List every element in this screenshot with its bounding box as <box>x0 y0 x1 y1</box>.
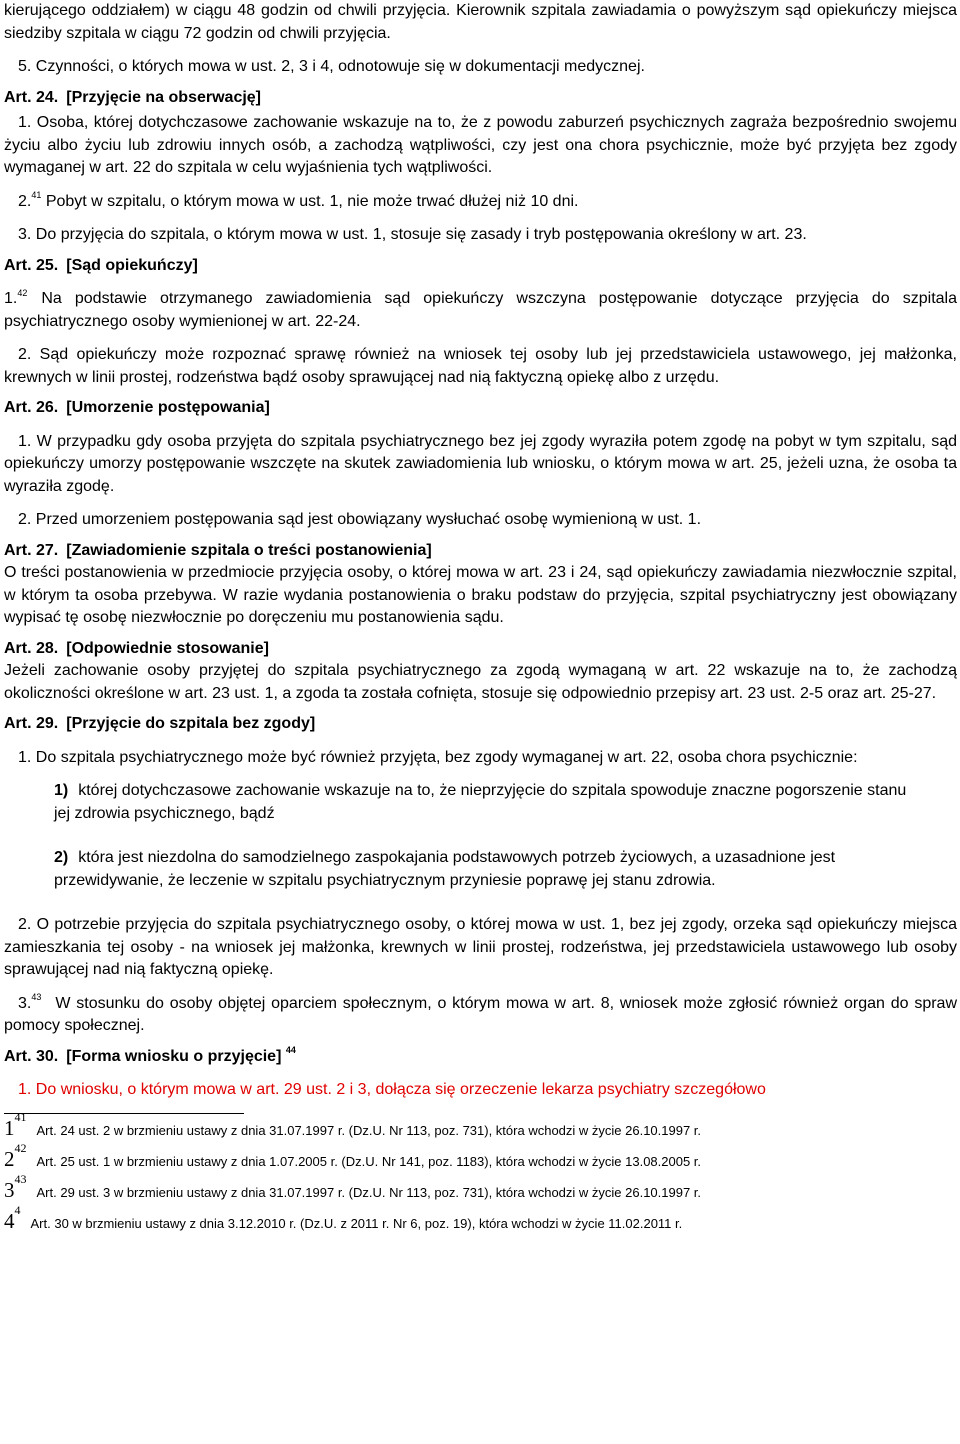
footnote <box>4 1140 957 1176</box>
article-title: [Przyjęcie na obserwację] <box>66 88 262 106</box>
para-text: W stosunku do osoby objętej oparciem społecznym, o którym mowa w art. 8, wniosek może zgłosić również organ do spraw pomocy społecznej. <box>4 994 957 1034</box>
paragraph-continuation: kierującego oddziałem) w ciągu 48 godzin od chwili przyjęcia. Kierownik szpitala zawiadamia o powyższym sąd opiekuńczy miejsca siedziby szpitala w ciągu 72 godzin od chwili przyjęcia. <box>4 2 957 42</box>
para-text: Na podstawie otrzymanego zawiadomienia sąd opiekuńczy wszczyna postępowanie dotyczące przyjęcia do szpitala psychiatrycznego osoby wymienionej w art. 22-24. <box>4 290 957 330</box>
article-number: Art. 26. <box>4 399 59 416</box>
footnote <box>4 1109 957 1145</box>
article-title: [Zawiadomienie szpitala o treści postanowienia] <box>66 541 432 559</box>
paragraph-5: 5. Czynności, o których mowa w ust. 2, 3 i 4, odnotowuje się w dokumentacji medycznej. <box>18 58 645 75</box>
article-29-para-3 <box>4 993 957 1038</box>
list-marker: 2) <box>54 849 69 866</box>
article-title: [Odpowiednie stosowanie] <box>66 639 269 657</box>
article-25-para-2: 2. Sąd opiekuńczy może rozpoznać sprawę również na wniosek tej osoby lub jej przedstawiciela ustawowego, jej małżonka, krewnych w linii prostej, rodzeństwa bądź osoby sprawującej nad nią faktyczną opiekę albo z urzędu. <box>4 346 957 386</box>
footnote-ref: 41 <box>31 190 42 201</box>
para-number: 1. <box>4 290 18 307</box>
article-29-para-1: 1. Do szpitala psychiatrycznego może być również przyjęta, bez zgody wymaganej w art. 22, osoba chora psychicznie: <box>18 748 858 766</box>
footnote-text: Art. 24 ust. 2 w brzmieniu ustawy z dnia 31.07.1997 r. (Dz.U. Nr 113, poz. 731), która wchodzi w życie 26.10.1997 r. <box>36 1122 702 1138</box>
footnote-text: Art. 29 ust. 3 w brzmieniu ustawy z dnia 31.07.1997 r. (Dz.U. Nr 113, poz. 731), która wchodzi w życie 26.10.1997 r. <box>36 1184 702 1200</box>
article-24-para-3: 3. Do przyjęcia do szpitala, o którym mowa w ust. 1, stosuje się zasady i tryb postępowania określony w art. 23. <box>18 226 807 243</box>
article-24-para-1: 1. Osoba, której dotychczasowe zachowanie wskazuje na to, że z powodu zaburzeń psychicznych zagraża bezpośrednio swojemu życiu albo życiu lub zdrowiu innych osób, a zachodzą wątpliwości, czy jest ona chora psychicznie, może być przyjęta bez zgody wymaganej w art. 22 do szpitala w celu wyjaśnienia tych wątpliwości. <box>4 114 957 176</box>
list-text: która jest niezdolna do samodzielnego zaspokajania podstawowych potrzeb życiowych, a uzasadnione jest przewidywanie, że leczenie w szpitalu psychiatrycznym przyniesie poprawę jej stanu zdrowia. <box>54 849 836 889</box>
article-29-para-2: 2. O potrzebie przyjęcia do szpitala psychiatrycznego osoby, o której mowa w ust. 1, bez jej zgody, orzeka sąd opiekuńczy miejsca zamieszkania tej osoby - na wniosek jej małżonka, krewnych w linii prostej, rodzeństwa, jej przedstawiciela ustawowego lub osoby sprawującej nad nią faktyczną opiekę. <box>4 916 957 978</box>
article-number: Art. 28. <box>4 639 59 657</box>
article-29-heading <box>4 713 957 736</box>
article-number: Art. 30. <box>4 1047 59 1065</box>
footnote-ref: 42 <box>17 287 28 298</box>
article-27-text: O treści postanowienia w przedmiocie przyjęcia osoby, o której mowa w art. 23 i 24, sąd opiekuńczy zawiadamia niezwłocznie szpital, w którym ta osoba przebywa. W razie wydania postanowienia o braku podstaw do przyjęcia, szpital psychiatryczny jest obowiązany wypisać tę osobę niezwłocznie po doręczeniu mu postanowienia sądu. <box>4 564 957 626</box>
footnote-text: Art. 25 ust. 1 w brzmieniu ustawy z dnia 1.07.2005 r. (Dz.U. Nr 141, poz. 1183), która wchodzi w życie 13.08.2005 r. <box>36 1153 702 1169</box>
para-number: 2. <box>18 192 32 210</box>
footnote-text: Art. 30 w brzmieniu ustawy z dnia 3.12.2010 r. (Dz.U. z 2011 r. Nr 6, poz. 19), która wchodzi w życie 11.02.2011 r. <box>30 1215 683 1231</box>
article-number: Art. 25. <box>4 256 59 274</box>
list-item-1 <box>54 780 917 825</box>
article-24-para-2 <box>4 191 957 214</box>
para-number: 3. <box>18 994 32 1012</box>
article-26-para-2: 2. Przed umorzeniem postępowania sąd jest obowiązany wysłuchać osobę wymienioną w ust. 1. <box>18 511 702 528</box>
footnote <box>4 1171 957 1207</box>
article-number: Art. 29. <box>4 715 59 732</box>
footnote-number: $3^{43}$ <box>4 1171 27 1202</box>
article-26-heading <box>4 397 957 420</box>
footnote-number: $2^{42}$ <box>4 1140 27 1171</box>
list-text: której dotychczasowe zachowanie wskazuje na to, że nieprzyjęcie do szpitala spowoduje znaczne pogorszenie stanu jej zdrowia psychicznego, bądź <box>54 782 907 822</box>
article-title: [Umorzenie postępowania] <box>66 399 270 416</box>
footnote <box>4 1202 957 1238</box>
article-number: Art. 27. <box>4 541 59 559</box>
article-26-para-1: 1. W przypadku gdy osoba przyjęta do szpitala psychiatrycznego bez jej zgody wyraziła potem zgodę na pobyt w tym szpitalu, sąd opiekuńczy umorzy postępowanie wszczęte na skutek zawiadomienia lub wniosku, o którym mowa w art. 25, jeżeli uzna, że osoba ta wyraziła zgodę. <box>4 432 957 495</box>
footnote-number: $1^{41}$ <box>4 1109 27 1140</box>
para-text: Pobyt w szpitalu, o którym mowa w ust. 1, nie może trwać dłużej niż 10 dni. <box>45 192 579 210</box>
article-30-heading <box>4 1046 957 1069</box>
footnote-number: $4^4$ <box>4 1202 21 1233</box>
list-item-2 <box>54 847 917 892</box>
article-28-heading <box>4 638 957 661</box>
document-page <box>4 0 957 1238</box>
article-title: [Przyjęcie do szpitala bez zgody] <box>66 715 316 732</box>
article-title: [Forma wniosku o przyjęcie] <box>66 1047 282 1065</box>
list-marker: 1) <box>54 782 69 799</box>
article-30-para-1: 1. Do wniosku, o którym mowa w art. 29 ust. 2 i 3, dołącza się orzeczenie lekarza psychiatry szczegółowo <box>18 1081 766 1098</box>
article-number: Art. 24. <box>4 88 59 106</box>
article-27-heading <box>4 540 957 563</box>
article-title: [Sąd opiekuńczy] <box>66 256 198 274</box>
footnote-ref: 43 <box>31 992 42 1003</box>
footnote-ref: 44 <box>285 1045 296 1056</box>
footnotes <box>4 1109 957 1238</box>
article-25-heading <box>4 255 957 278</box>
article-24-heading <box>4 87 957 110</box>
article-28-text: Jeżeli zachowanie osoby przyjętej do szpitala psychiatrycznego za zgodą wymaganą w art. 22 wskazuje na to, że zachodzą okoliczności określone w art. 23 ust. 1, a zgoda ta została cofnięta, stosuje się odpowiednio przepisy art. 23 ust. 2-5 oraz art. 25-27. <box>4 662 957 702</box>
article-25-para-1 <box>4 288 957 333</box>
